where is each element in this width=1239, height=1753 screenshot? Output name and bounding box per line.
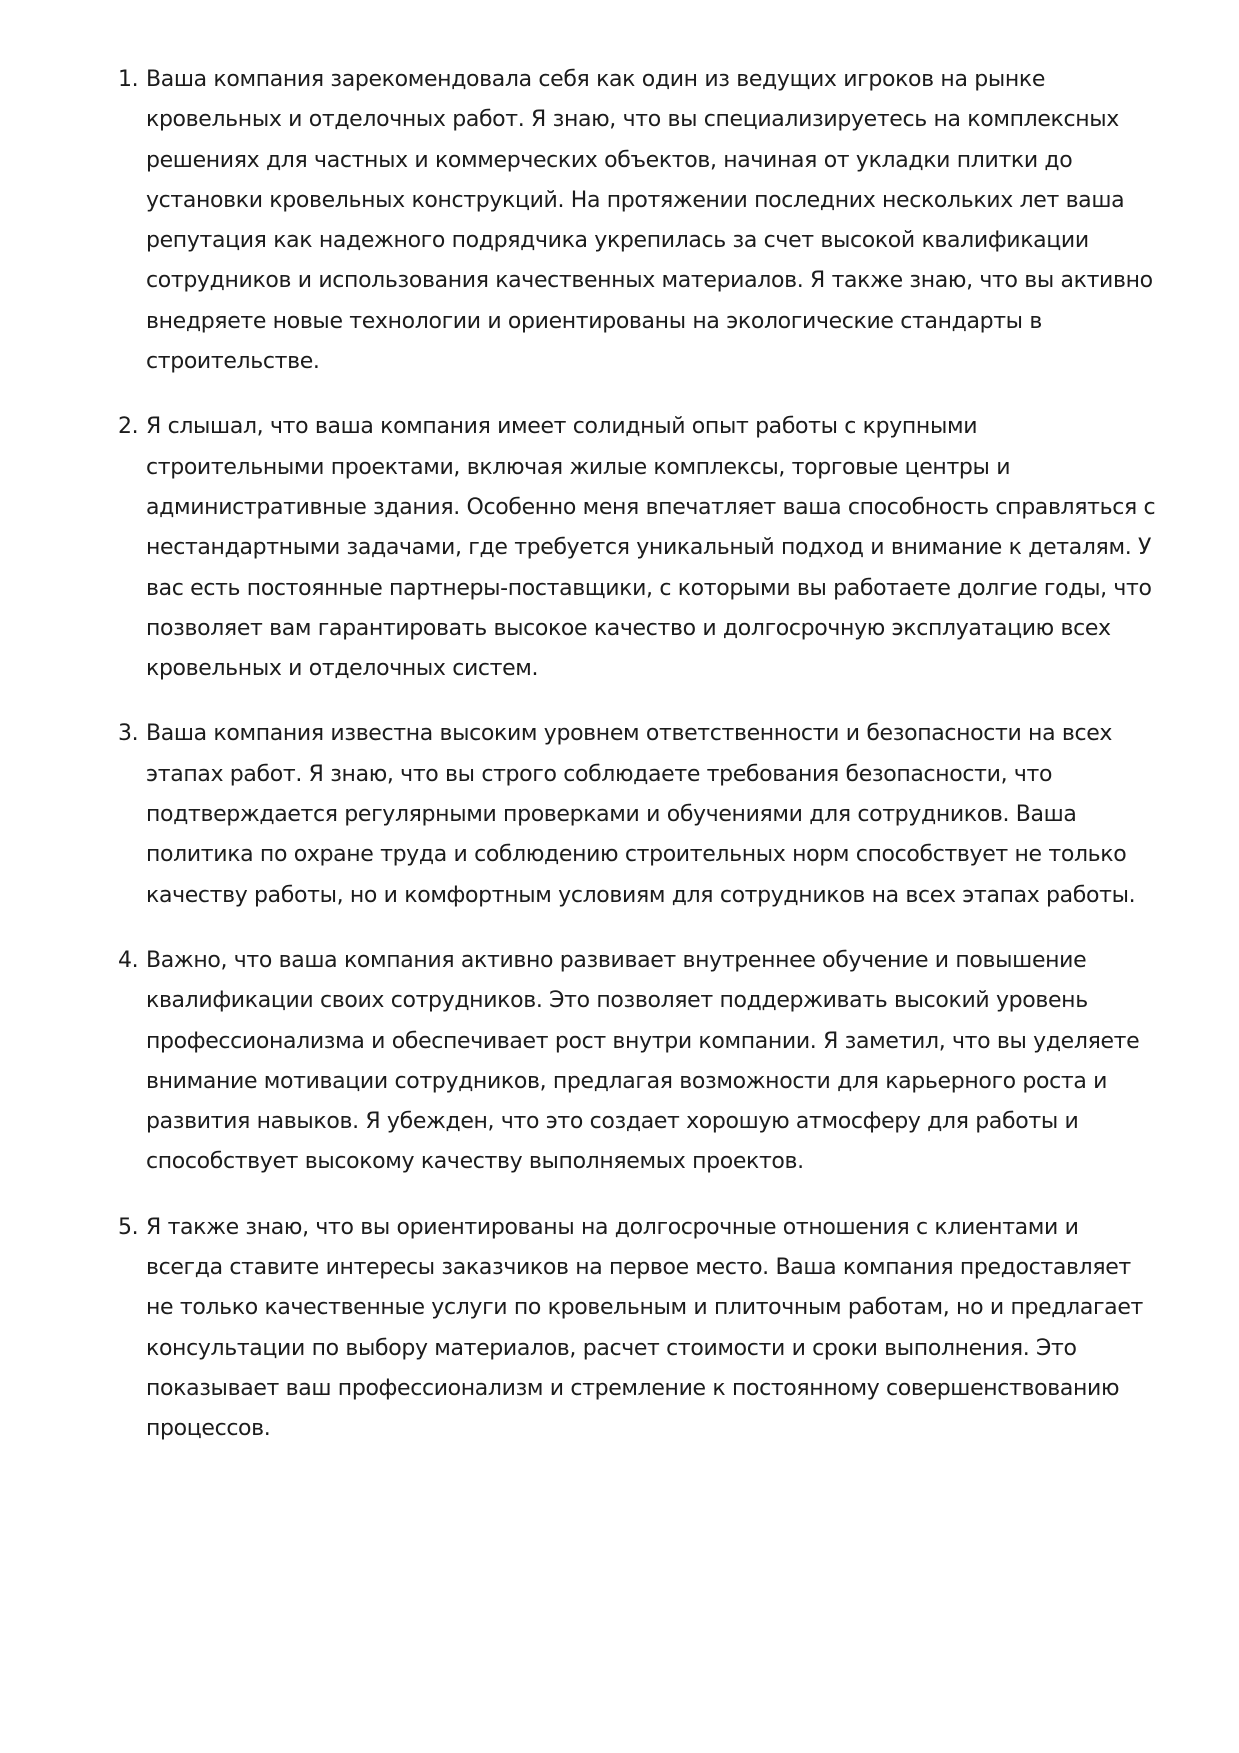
list-item-text: Важно, что ваша компания активно развивает внутреннее обучение и повышение квалификации своих сотрудников. Это позволяет поддерживать высокий уровень профессионализма и обеспечивает рост внутри компании. Я заметил, что вы уделяете внимание мотивации сотрудников, предлагая возможности для карьерного роста и развития навыков. Я убежден, что это создает хорошую атмосферу для работы и способствует высокому качеству выполняемых проектов. [146, 947, 1140, 1175]
list-item [118, 407, 1158, 689]
list-item [118, 714, 1158, 915]
numbered-list [118, 60, 1158, 1475]
list-item-text: Ваша компания известна высоким уровнем ответственности и безопасности на всех этапах работ. Я знаю, что вы строго соблюдаете требования безопасности, что подтверждается регулярными проверками и обучениями для сотрудников. Ваша политика по охране труда и соблюдению строительных норм способствует не только качеству работы, но и комфортным условиям для сотрудников на всех этапах работы. [146, 721, 1136, 908]
list-item [118, 1208, 1158, 1450]
list-item [118, 941, 1158, 1183]
list-item-number: 3. [118, 721, 139, 747]
list-item-text: Ваша компания зарекомендовала себя как один из ведущих игроков на рынке кровельных и отделочных работ. Я знаю, что вы специализируетесь на комплексных решениях для частных и коммерческих объектов, начиная от укладки плитки до установки кровельных конструкций. На протяжении последних нескольких лет ваша репутация как надежного подрядчика укрепилась за счет высокой квалификации сотрудников и использования качественных материалов. Я также знаю, что вы активно внедряете новые технологии и ориентированы на экологические стандарты в строительстве. [146, 67, 1153, 375]
list-item-text: Я также знаю, что вы ориентированы на долгосрочные отношения с клиентами и всегда ставите интересы заказчиков на первое место. Ваша компания предоставляет не только качественные услуги по кровельным и плиточным работам, но и предлагает консультации по выбору материалов, расчет стоимости и сроки выполнения. Это показывает ваш профессионализм и стремление к постоянному совершенствованию процессов. [146, 1214, 1143, 1442]
list-item-number: 4. [118, 947, 139, 973]
list-item-number: 1. [118, 67, 139, 92]
list-item-number: 2. [118, 414, 139, 440]
list-item-text: Я слышал, что ваша компания имеет солидный опыт работы с крупными строительными проектами, включая жилые комплексы, торговые центры и административные здания. Особенно меня впечатляет ваша способность справляться с нестандартными задачами, где требуется уникальный подход и внимание к деталям. У вас есть постоянные партнеры-поставщики, с которыми вы работаете долгие годы, что позволяет вам гарантировать высокое качество и долгосрочную эксплуатацию всех кровельных и отделочных систем. [146, 414, 1156, 682]
list-item-number: 5. [118, 1214, 139, 1240]
list-item [118, 60, 1158, 382]
